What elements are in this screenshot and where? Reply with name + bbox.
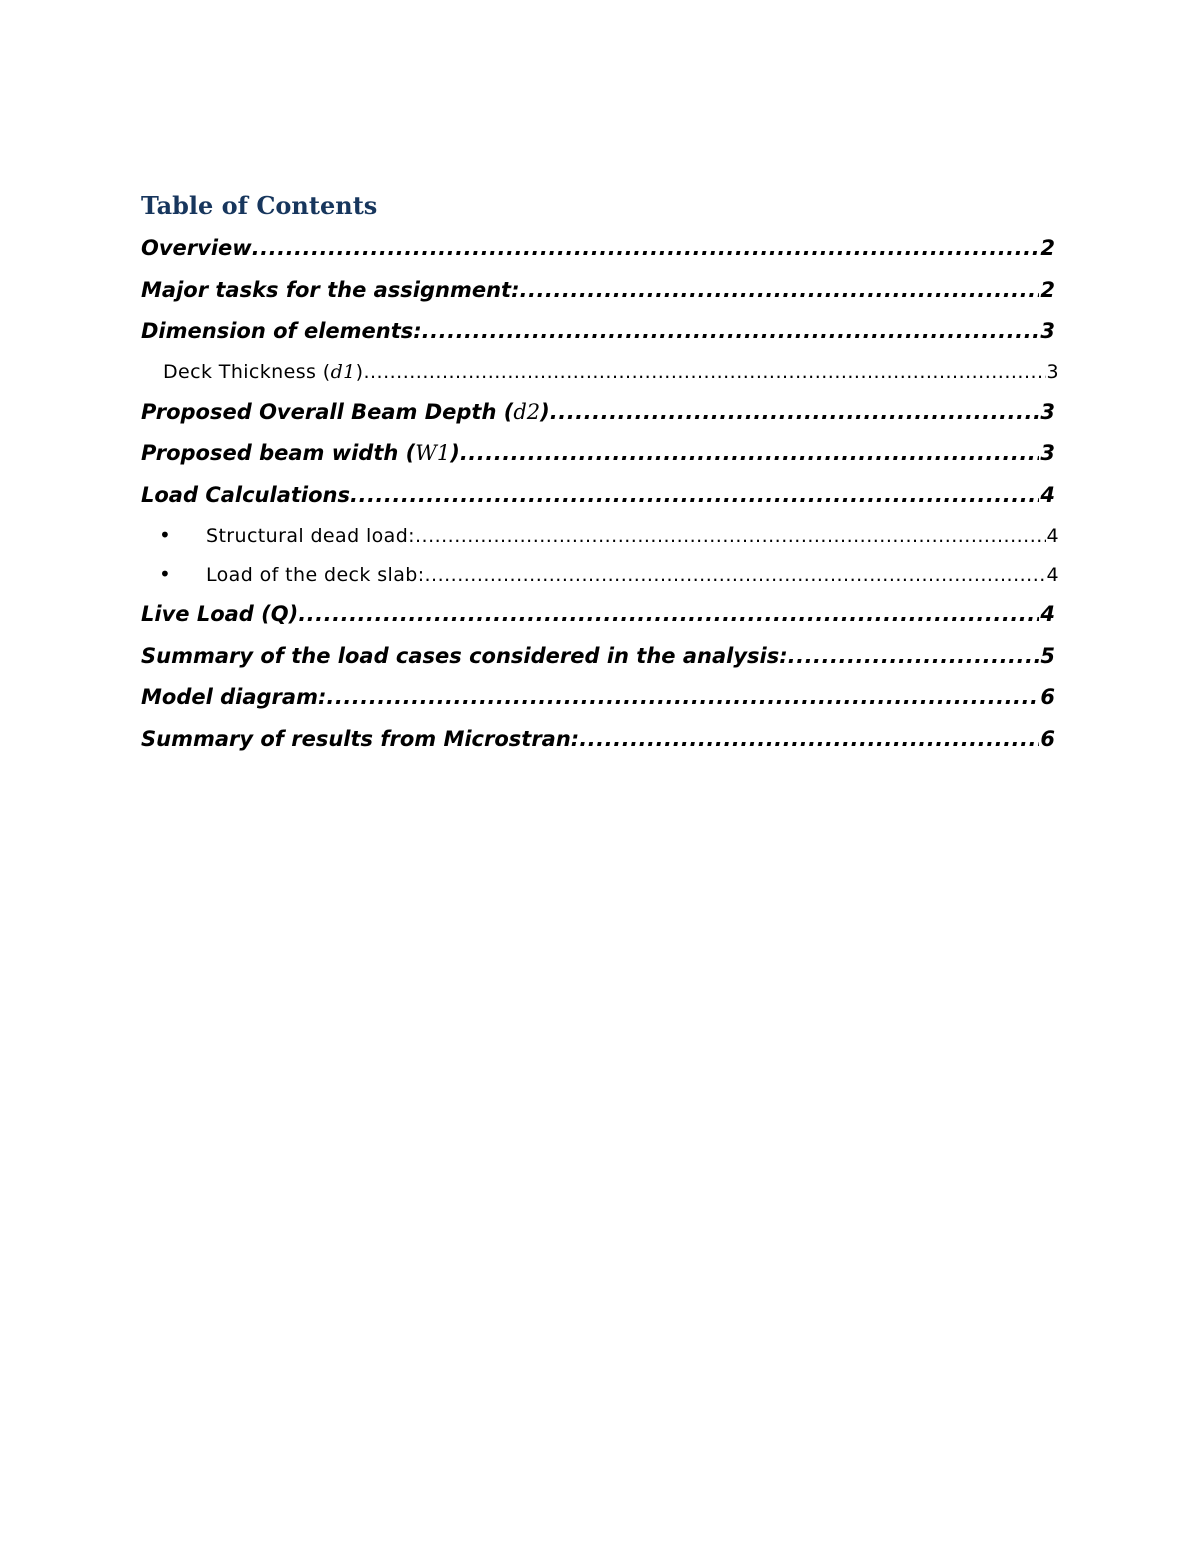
toc-page-number: 3: [1040, 441, 1055, 465]
dot-leader: [415, 517, 1046, 555]
toc-heading: Table of Contents: [141, 191, 378, 220]
toc-entry-summary-results[interactable]: [141, 719, 1055, 761]
title-text-end: ): [355, 360, 364, 383]
math-variable: W1: [415, 441, 451, 465]
dot-leader: [550, 392, 1040, 434]
toc-entry-deck-thickness[interactable]: [141, 353, 1059, 392]
toc-entry-overall-beam-depth[interactable]: [141, 392, 1055, 434]
bullet-icon: •: [159, 523, 172, 547]
dot-leader: [579, 719, 1039, 761]
toc-page-number: 2: [1040, 236, 1055, 260]
dot-leader: [519, 270, 1039, 312]
dot-leader: [252, 228, 1040, 270]
toc-entry-title: Summary of results from Microstran:: [141, 726, 580, 751]
toc-page-number: 4: [1046, 564, 1059, 586]
toc-page-number: 3: [1040, 319, 1055, 343]
toc-entry-title: Model diagram:: [141, 685, 327, 709]
toc-entry-model-diagram[interactable]: [141, 677, 1055, 719]
toc-entry-title: Live Load (Q): [141, 602, 299, 626]
toc-entry-major-tasks[interactable]: [141, 270, 1055, 312]
math-variable: d2: [513, 399, 541, 424]
toc-entry-title: [141, 392, 550, 434]
title-text: Proposed Overall Beam Depth (: [141, 399, 514, 424]
toc-page-number: 4: [1046, 525, 1059, 547]
toc-entry-live-load[interactable]: [141, 594, 1055, 636]
title-text: Proposed beam width (: [141, 441, 416, 465]
dot-leader: [460, 433, 1040, 475]
toc-page-number: 2: [1040, 277, 1055, 302]
title-text-end: ): [450, 441, 460, 465]
toc-entry-title: Structural dead load:: [206, 525, 415, 547]
bullet-icon: •: [159, 562, 172, 586]
dot-leader: [425, 556, 1046, 594]
toc-page-number: 4: [1040, 482, 1055, 507]
toc-entry-overview[interactable]: [141, 228, 1055, 270]
dot-leader: [298, 594, 1039, 636]
toc-entry-title: [163, 353, 363, 392]
toc-entry-title: Major tasks for the assignment:: [141, 277, 520, 302]
dot-leader: [422, 311, 1040, 353]
toc-entry-title: Overview: [141, 236, 252, 260]
toc-page-number: 3: [1040, 399, 1055, 424]
toc-entry-load-calculations[interactable]: [141, 475, 1055, 517]
toc-entry-title: [141, 433, 460, 475]
toc-page-number: 6: [1040, 685, 1055, 709]
dot-leader: [350, 475, 1039, 517]
toc-entry-summary-load-cases[interactable]: [141, 636, 1055, 678]
toc-entry-title: Dimension of elements:: [141, 319, 422, 343]
math-variable: d1: [330, 360, 356, 383]
toc-entry-structural-dead-load[interactable]: [141, 516, 1059, 555]
toc-entry-title: Load Calculations: [141, 482, 350, 507]
title-text-end: ): [540, 399, 550, 424]
dot-leader: [788, 636, 1040, 678]
dot-leader: [326, 677, 1039, 719]
toc-page-number: 4: [1040, 602, 1055, 626]
toc-page-number: 6: [1040, 726, 1055, 751]
toc-page-number: 5: [1040, 643, 1055, 668]
toc-entry-title: Load of the deck slab:: [206, 564, 425, 586]
toc-page-number: 3: [1046, 360, 1059, 383]
dot-leader: [363, 353, 1045, 392]
toc-entry-beam-width[interactable]: [141, 433, 1055, 475]
toc-entry-dimension-of-elements[interactable]: [141, 311, 1055, 353]
toc-entry-title: Summary of the load cases considered in the analysis:: [141, 643, 788, 668]
title-text: Deck Thickness (: [163, 360, 331, 383]
table-of-contents: [141, 190, 1058, 760]
toc-entry-load-of-deck-slab[interactable]: [141, 555, 1059, 594]
